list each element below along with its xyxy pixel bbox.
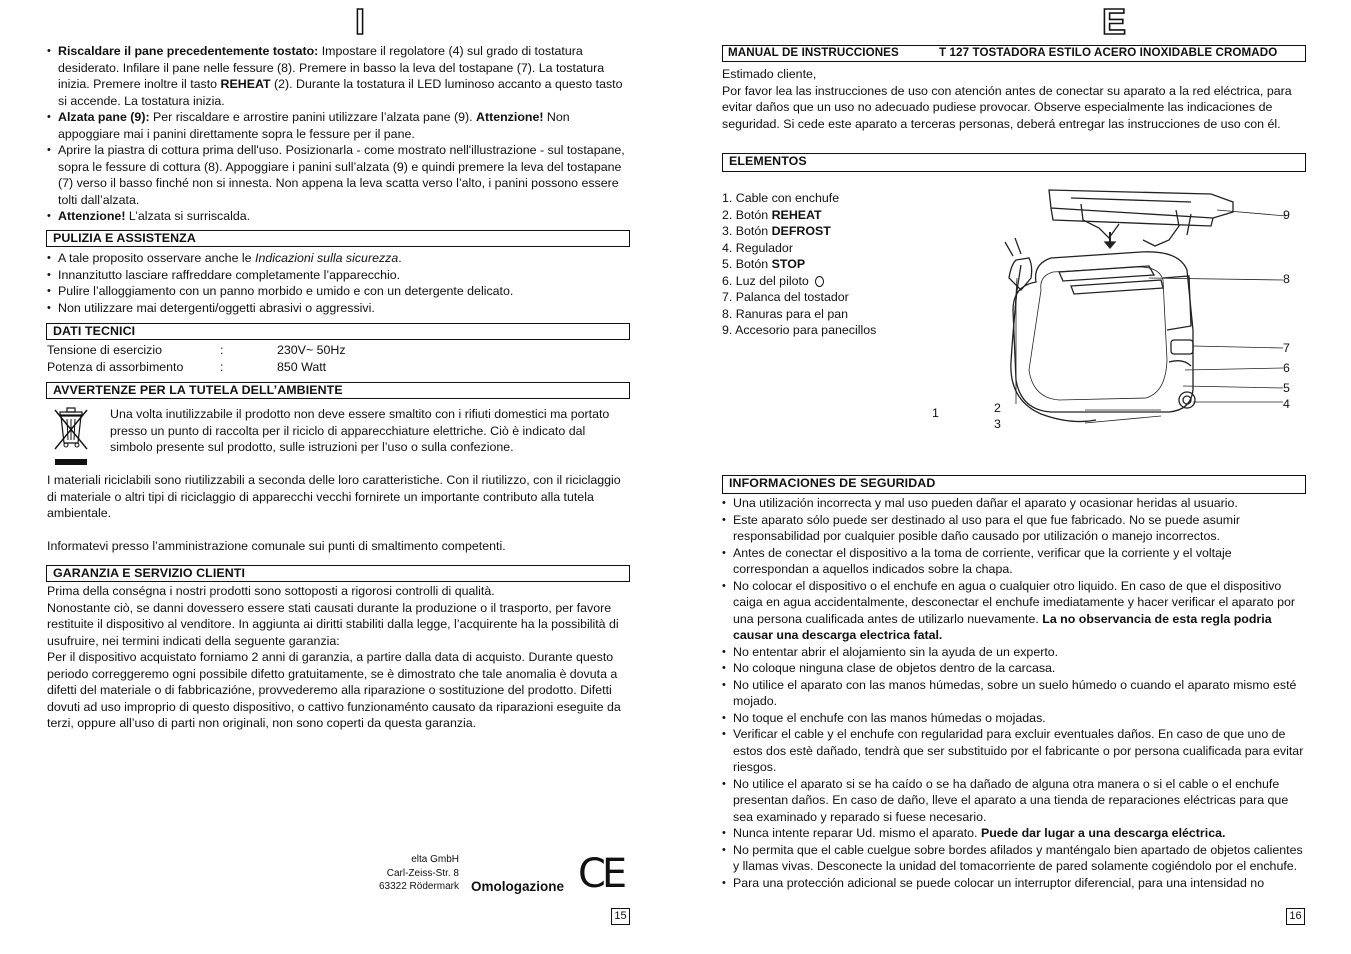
spec-value: 850 Watt — [277, 360, 327, 374]
company-street: Carl-Zeiss-Str. 8 — [386, 867, 459, 879]
safety-text: No colocar el dispositivo o el enchufe en agua o cualquier otro liquido. En caso de que el dispositivo caiga en agua accidentalmente, desconectar el enchufe imediatamente y hacer verificar el aparato por una persona cualificada antes de utilizarlo nuevamente. — [733, 578, 1296, 626]
figure-label: 5 — [1283, 381, 1290, 395]
safety-bold: La no observancia de esta regla podria causar una descarga electrica fatal. — [733, 611, 1272, 642]
section-title-pulizia: PULIZIA E ASSISTENZA — [46, 230, 630, 247]
element-bold: STOP — [771, 257, 806, 271]
figure-label: 8 — [1283, 272, 1290, 286]
bullet-text: . — [398, 251, 402, 265]
manual-header-model: T 127 TOSTADORA ESTILO ACERO INOXIDABLE CROMADO — [939, 46, 1278, 59]
safety-text: Para una protección adicional se puede colocar un interruptor diferencial, para una intensidad no — [733, 875, 1265, 890]
bullet-text: A tale proposito osservare anche le — [58, 251, 255, 265]
garanzia-text: Prima della conségna i nostri prodotti sono sottoposti a rigorosi controlli di qualità. Nonostante ciò, se danni dovessero essere stati causati durante la produzione o il trasporto, per favore restituite il dispositivo al venditore. In aggiunta ai diritti stabiliti dalla legge, l’acquirente ha la possibilità di usufruire, nei termini indicati della seguente garanzia: Per il dispositivo acquistato forniamo 2 anni di garanzia, a partire dalla data di acquisto. Durante questo periodo correggeremo ogni possibile difetto gratuitamente, se è dimostrato che tale anomalia è dovuta a difetti del materiale o di fabbricazióne, provvederemo alla riparazione o sostituzione del prodotto. Difetti dovuti ad uso improprio di questo dispositivo, o cattivo funzionaménto causato da riparazioni eseguite da terzi, oppure all’uso di parti non originali, non sono coperti da questa garanzia. — [47, 584, 621, 730]
spec-label: Potenza di assorbimento — [47, 360, 184, 374]
figure-label: 1 — [932, 406, 939, 420]
figure-label: 6 — [1283, 361, 1290, 375]
language-letter-spanish: E — [1102, 1, 1127, 42]
bullet-item — [47, 142, 629, 208]
bullet-text: (2). Durante la tostatura il LED luminoso accanto a questo tasto si accende. La tostatura inizia. — [58, 77, 623, 108]
ce-mark-logo: CE — [578, 851, 624, 897]
section-title-ambiente: AVVERTENZE PER LA TUTELA DELL’AMBIENTE — [46, 382, 630, 399]
element-text: 1. Cable con enchufe — [722, 191, 840, 205]
greeting: Estimado cliente, — [722, 67, 817, 81]
section-title-dati: DATI TECNICI — [46, 323, 630, 340]
safety-text: No ententar abrir el alojamiento sin la ayuda de un experto. — [733, 644, 1059, 659]
bullet-item: • Pulire l’alloggiamento con un panno morbido e umido e con un detergente delicato. — [47, 283, 629, 300]
intro-bullets — [47, 43, 629, 225]
manual-header-bar — [722, 45, 1306, 62]
safety-text: No toque el enchufe con las manos húmedas o mojadas. — [733, 710, 1046, 725]
intro-block — [722, 66, 1308, 132]
safety-text: Una utilización incorrecta y mal uso pueden dañar el aparato y ocasionar heridas al usuario. — [733, 496, 1238, 510]
spec-label: Tensione di esercizio — [47, 343, 163, 357]
figure-label: 2 — [994, 401, 1001, 415]
page-number: 16 — [1286, 908, 1305, 925]
element-item — [722, 322, 922, 339]
element-text: 5. Botón — [722, 257, 772, 271]
element-text: 2. Botón — [722, 207, 772, 222]
element-item — [722, 207, 922, 224]
element-text: 3. Botón — [722, 224, 772, 238]
bullet-text: L’alzata si surriscalda. — [125, 209, 251, 223]
spec-separator: : — [220, 360, 224, 374]
section-title-seguridad: INFORMACIONES DE SEGURIDAD — [722, 475, 1306, 494]
element-item — [722, 223, 922, 240]
safety-item — [722, 710, 1308, 727]
bullet-item — [47, 250, 629, 267]
safety-item — [722, 677, 1308, 710]
ambiente-paragraph-3: Informatevi presso l’amministrazione comunale sui punti di smaltimento competenti. — [47, 539, 506, 553]
element-text: 8. Ranuras para el pan — [722, 306, 849, 321]
safety-text: Este aparato sólo puede ser destinado al uso para el que fue fabricado. No se puede asumir responsabilidad por cualquier posible daño causado por utilización o manejo incorrectos. — [733, 512, 1240, 543]
safety-bold: Puede dar lugar a una descarga eléctrica. — [980, 826, 1226, 840]
safety-text: No utilice el aparato si se ha caído o se ha dañado de alguna otra manera o si el cable o el enchufe presentan daños. En caso de daño, lleve el aparato a una tienda de reparaciones eléctricas para que sea examinado y reparado si fuese necesario. — [733, 776, 1289, 824]
safety-item — [722, 512, 1308, 545]
spec-value: 230V~ 50Hz — [277, 343, 346, 357]
element-bold: REHEAT — [771, 207, 822, 222]
bullet-text: Impostare il regolatore (4) sul grado di tostatura desiderato. Infilare il pane nelle fessure (8). Premere in basso la leva del tostapane (7). La tostatura inizia. Premere inoltre il tasto — [58, 44, 605, 91]
bullet-text: Per riscaldare e arrostire panini utilizzare l’alzata pane (9). — [149, 110, 477, 124]
bullet-italic: Indicazioni sulla sicurezza — [255, 251, 399, 265]
element-item — [722, 240, 922, 257]
bullet-item — [47, 43, 629, 109]
toaster-illustration — [921, 180, 1321, 435]
safety-text: No coloque ninguna clase de objetos dentro de la carcasa. — [733, 661, 1056, 675]
safety-text: Verificar el cable y el enchufe con regularidad para excluir eventuales daños. En caso de que uno de estos dos estè dañado, tendrà que ser substituido por el fabricante o por persona cualificada para evitar riesgos. — [733, 727, 1304, 774]
safety-list — [722, 495, 1308, 891]
language-letter-italian: I — [355, 1, 366, 42]
safety-text: Antes de conectar el dispositivo a la toma de corriente, verificar que la corriente y el voltaje correspondan a aquellos indicados sobre la chapa. — [733, 545, 1232, 576]
page-right — [676, 0, 1351, 954]
bullet-bold: Alzata pane (9): — [58, 110, 150, 124]
figure-label: 3 — [994, 417, 1001, 431]
ambiente-paragraph-1: Una volta inutilizzabile il prodotto non deve essere smaltito con i rifiuti domestici ma portato presso un punto di raccolta per il riciclo di apparecchiature elettriche. Ciò è indicato dal simbolo presente sul prodotto, sulle istruzioni per l’uso o sulla confezione. — [110, 407, 610, 454]
company-name: elta GmbH — [411, 854, 459, 865]
element-text: 4. Regulador — [722, 240, 793, 255]
spec-separator: : — [220, 343, 224, 357]
bullet-text: Non appoggiare mai i panini direttamente sopra le fessure per il pane. — [58, 110, 570, 141]
pulizia-list — [47, 250, 629, 316]
manufacturer-address — [300, 853, 459, 894]
safety-item — [722, 644, 1308, 661]
manual-header-title: MANUAL DE INSTRUCCIONES — [728, 46, 899, 59]
element-item — [722, 273, 922, 290]
figure-label: 4 — [1283, 397, 1290, 411]
figure-label: 9 — [1283, 208, 1290, 222]
weee-bin-icon — [52, 405, 90, 467]
element-bold: DEFROST — [771, 224, 831, 238]
safety-text: No permita que el cable cuelgue sobre bordes afilados y manténgalo bien apartado de objetos calientes y llamas vivas. Desconecte la unidad del tomacorriente de pared solamente cogiéndolo por el enchufe. — [733, 842, 1303, 873]
bullet-bold: REHEAT — [220, 77, 271, 91]
section-title-elementos: ELEMENTOS — [722, 153, 1306, 172]
pilot-light-icon — [815, 276, 824, 287]
element-item — [722, 256, 922, 273]
bullet-item — [47, 109, 629, 142]
safety-item — [722, 776, 1308, 826]
safety-item — [722, 545, 1308, 578]
element-text: 7. Palanca del tostador — [722, 290, 849, 304]
safety-item — [722, 660, 1308, 677]
element-item — [722, 190, 922, 207]
bullet-bold: Riscaldare il pane precedentemente tostato: — [58, 44, 319, 58]
ambiente-paragraph-2: I materiali riciclabili sono riutilizzabili a seconda delle loro caratteristiche. Con il riutilizzo, con il riciclaggio di materiale o altri tipi di riciclaggio di apparecchi vecchi fornirete un importante contributo alla tutela ambientale. — [47, 473, 621, 520]
safety-item — [722, 495, 1308, 512]
company-city: 63322 Rödermark — [378, 881, 459, 892]
figure-label: 7 — [1283, 341, 1290, 355]
bullet-bold: Attenzione! — [58, 209, 126, 223]
bullet-bold: Attenzione! — [476, 110, 544, 124]
section-title-garanzia: GARANZIA E SERVIZIO CLIENTI — [46, 565, 630, 582]
page-number: 15 — [611, 908, 630, 925]
element-text: 9. Accesorio para panecillos — [722, 323, 877, 337]
bullet-text: Aprire la piastra di cottura prima dell'uso. Posizionarla - come mostrato nell'illustrazione - sul tostapane, sopra le fessure di cottura (8). Appoggiare i panini sull’alzata (9) e quindi premere la leva del tostapane (7) verso il basso finché non si innesta. Non appena la leva scatta verso l’alto, i panini possono essere tolti dall’alzata. — [58, 143, 625, 207]
bullet-item: • Non utilizzare mai detergenti/oggetti abrasivi o aggressivi. — [47, 300, 629, 317]
safety-text: No utilice el aparato con las manos húmedas, sobre un suelo húmedo o cuando el aparato mismo esté mojado. — [733, 677, 1297, 708]
safety-item — [722, 842, 1308, 875]
omologazione-label: Omologazione — [471, 879, 565, 894]
bullet-item: • Innanzitutto lasciare raffreddare completamente l’apparecchio. — [47, 267, 629, 284]
safety-item — [722, 875, 1308, 892]
element-item — [722, 289, 922, 306]
intro-paragraph: Por favor lea las instrucciones de uso con atención antes de conectar su aparato a la red eléctrica, para evitar daños que un uso no adecuado pudiese provocar. Observe especialmente las indicaciones de seguridad. Si cede este aparato a terceras personas, deberá entregar las instrucciones de uso con él. — [722, 83, 1292, 131]
elements-list — [722, 190, 922, 339]
bullet-item — [47, 208, 629, 225]
element-text: 6. Luz del piloto — [722, 273, 809, 288]
element-item — [722, 306, 922, 323]
safety-item — [722, 726, 1308, 776]
safety-item — [722, 578, 1308, 644]
safety-text: Nunca intente reparar Ud. mismo el aparato. — [733, 826, 981, 840]
safety-item — [722, 825, 1308, 842]
